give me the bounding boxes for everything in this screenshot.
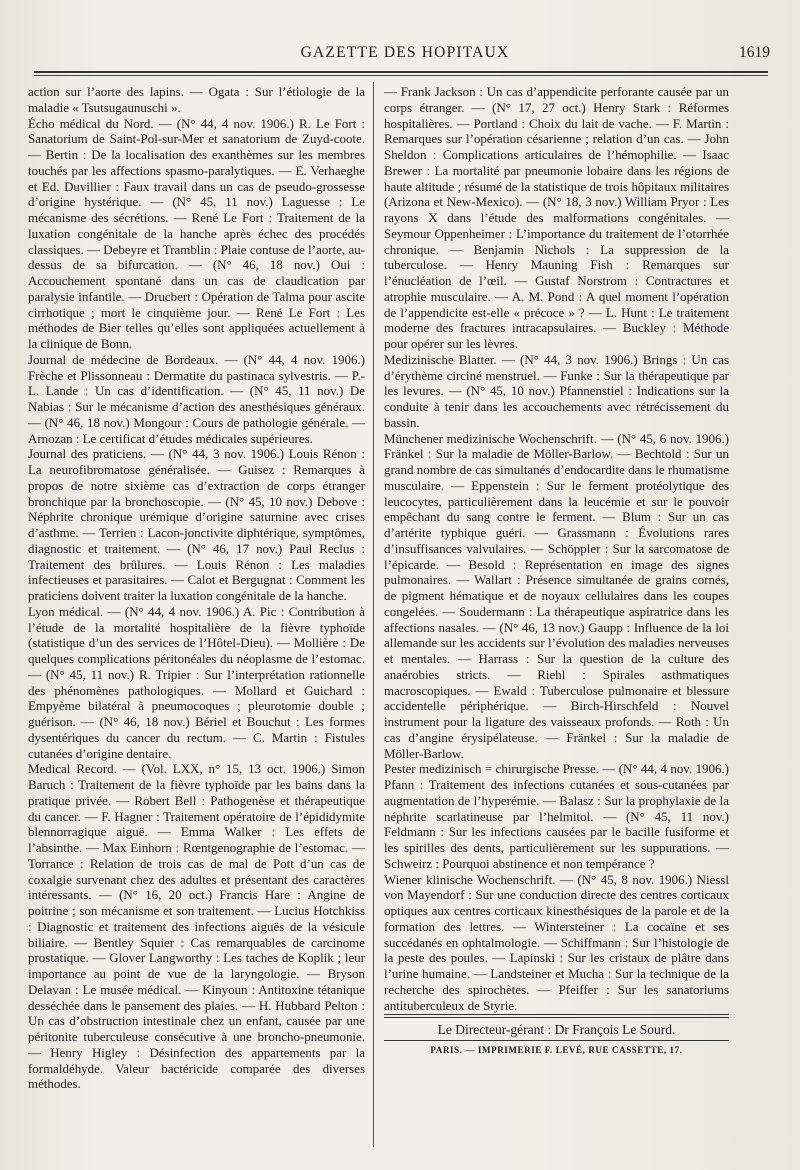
footer-rule — [384, 1017, 729, 1018]
header-rule-thick — [34, 71, 768, 73]
entry-text: Medizinische Blatter. — (N° 44, 3 nov. 1906.) Brings : Un cas d’érythème circiné menstruel. — Funke : Sur la thérapeutique par les levures. — (N° 45, 10 nov.) Pfannenstiel : Indications sur la conduite à tenir dans les accouchements avec rétrécissement du bassin. — [384, 351, 729, 430]
footer-rule — [384, 1014, 729, 1015]
entry-text: — Frank Jackson : Un cas d’appendicite perforante causée par un corps étranger. — (N° 17, 27 oct.) Henry Stark : Réformes hospitalières. — Portland : Choix du lait de vache. — F. Martin : Remarques sur l’opération césarienne ; relation d’un cas. — John Sheldon : Complications articulaires de l’hémophilie. — Isaac Brewer : La mortalité par pneumonie lobaire dans les régions de haute altitude ; résumé de la statistique de trois hôpitaux militaires (Arizona et New-Mexico). — (N° 18, 3 nov.) William Pryor : Les rayons X dans l’étude des malformations congénitales. — Seymour Oppenheimer : L’importance du traitement de l’otorrhée chronique. — Benjamin Nichols : La suppression de la tuberculose. — Henry Mauning Fish : Remarques sur l’énucléation de l’œil. — Gustaf Norstrom : Contractures et atrophie musculaire. — A. M. Pond : A quel moment l’opération de l’appendicite est-elle « précoce » ? — L. Hunt : Le traitement moderne des fractures intracapsulaires. — Buckley : Méthode pour opérer sur les lèvres. — [384, 84, 729, 351]
entry-text: Lyon médical. — (N° 44, 4 nov. 1906.) A. Pic : Contribution à l’étude de la mortalité hospitalière de la fièvre typhoïde (statistique d’un des services de l’Hôtel-Dieu). — Mollière : De quelques complications péritonéales du néoplasme de l’estomac. — (N° 45, 11 nov.) R. Tripier : Sur l’interprétation rationnelle des phénomènes pathologiques. — Mollard et Guichard : Empyème bilatéral à pneumocoques ; pleurotomie double ; guérison. — (N° 46, 18 nov.) Bériel et Bouchut : Les formes dysentériques du cancer du rectum. — C. Martin : Fistules cutanées d’origine dentaire. — [28, 603, 365, 761]
page-number: 1619 — [739, 44, 770, 61]
footer-rule — [384, 1040, 729, 1041]
entry-text: Wiener klinische Wochenschrift. — (N° 45, 8 nov. 1906.) Niessl von Mayendorf : Sur une conduction directe des centres corticaux optiques aux centres corticaux kinesthésiques de la parole et de la formation des lettres. — Wintersteiner : La cocaïne et ses succédanés en ophtalmologie. — Schiffmann : Sur l’histologie de la peste des poules. — Lapinski : Sur les cristaux de plâtre dans l’urine humaine. — Landsteiner et Mucha : Sur la technique de la recherche des spirochètes. — Pfeiffer : Sur les sanatoriums antituberculeux de Styrie. — [384, 871, 729, 1013]
entry-text: Pester medizinisch = chirurgische Presse. — (N° 44, 4 nov. 1906.) Pfann : Traitement des infections cutanées et sous-cutanées par augmentation de l’hyperémie. — Balasz : Sur la prophylaxie de la néphrite scarlatineuse par l’helmitol. — (N° 45, 11 nov.) Feldmann : Sur les infections causées par le bacille fusiforme et les spirilles des dents, particulièrement sur les suppurations. — Schweirz : Pourquoi abstinence et non tempérance ? — [384, 761, 729, 871]
entry-text: Münchener medizinische Wochenschrift. — (N° 45, 6 nov. 1906.) Fränkel : Sur la maladie de Möller-Barlow. — Bechtold : Sur un grand nombre de cas simultanés d’endocardite dans le rhumatisme musculaire. — Eppenstein : Sur le ferment protéolytique des leucocytes, particulièrement dans la leucémie et sur le pouvoir empêchant du sang contre le ferment. — Blum : Sur un cas d’artérite typhique guéri. — Grassmann : Évolutions rares d’insuffisances valvulaires. — Schöppler : Sur la sarcomatose de l’épicarde. — Besold : Représentation en image des signes pulmonaires. — Wallart : Présence simultanée de grains cornés, de pigment hématique et de noyaux cellulaires dans les coupes congelées. — Soudermann : La thérapeutique aspiratrice dans les affections nasales. — (N° 46, 13 nov.) Gaupp : Influence de la loi allemande sur les accidents sur l’évolution des maladies nerveuses et mentales. — Harrass : Sur la question de la culture des anaérobies stricts. — Riehl : Spirales asthmatiques macroscopiques. — Ewald : Tuberculose pulmonaire et blessure accidentelle périphérique. — Birch-Hirschfeld : Nouvel instrument pour la ligature des vaisseaux profonds. — Roth : Un cas d’angine érysipélateuse. — Fränkel : Sur la maladie de Möller-Barlow. — [384, 430, 729, 761]
entry-text: Journal des praticiens. — (N° 44, 3 nov. 1906.) Louis Rénon : La neurofibromatose généralisée. — Guisez : Remarques à propos de notre sixième cas d’extraction de corps étranger bronchique par la bronchoscopie. — (N° 45, 10 nov.) Debove : Néphrite chronique urémique d’origine saturnine avec crises d’asthme. — Terrien : Lacon-jonctivite diphtérique, symptômes, diagnostic et traitement. — (N° 46, 17 nov.) Paul Reclus : Traitement des brûlures. — Louis Rénon : Les maladies infectieuses et parasitaires. — Calot et Bergugnat : Comment les praticiens doivent traiter la luxation congénitale de la hanche. — [28, 446, 365, 603]
header-rule-thin — [34, 75, 768, 76]
journal-title: GAZETTE DES HOPITAUX — [300, 44, 510, 61]
right-column — [384, 84, 729, 1013]
left-column — [28, 84, 365, 1092]
entry-text: action sur l’aorte des lapins. — Ogata : Sur l’étiologie de la maladie « Tsutsugaunuschi ». — [28, 84, 365, 115]
director-signature: Le Directeur-gérant : Dr François Le Sourd. — [437, 1022, 676, 1037]
entry-text: Écho médical du Nord. — (N° 44, 4 nov. 1906.) R. Le Fort : Sanatorium de Saint-Pol-sur-Mer et sanatorium de Zuyd-coote. — Bertin : De la localisation des exanthèmes sur les membres touchés par les affections spasmo-paralytiques. — E. Verhaeghe et Ed. Duvillier : Faux travail dans un cas de pseudo-grossesse d’origine hystérique. — (N° 45, 11 nov.) Laguesse : Le mécanisme des sécrétions. — René Le Fort : Traitement de la luxation congénitale de la hanche après échec des procédés classiques. — Debeyre et Tramblin : Plaie contuse de l’aorte, au-dessus de sa bifurcation. — (N° 46, 18 nov.) Oui : Accouchement spontané dans un cas de claudication par paralysie infantile. — Drucbert : Opération de Talma pour ascite cirrhotique ; mort le cinquième jour. — René Le Fort : Les méthodes de Bier telles qu’elles sont appliquées actuellement à la clinique de Bonn. — [28, 115, 365, 351]
column-divider — [373, 82, 374, 1147]
entry-text: Journal de médecine de Bordeaux. — (N° 44, 4 nov. 1906.) Frèche et Plissonneau : Dermatite du pastinaca sylvestris. — P.-L. Lande : Un cas d’identification. — (N° 45, 11 nov.) De Nabias : Sur le mécanisme d’action des anesthésiques généraux. — (N° 46, 18 nov.) Mongour : Cours de pathologie générale. — Arnozan : Le certificat d’études médicales supérieures. — [28, 351, 365, 446]
printer-line: PARIS. — IMPRIMERIE F. LEVÉ, RUE CASSETTE, 17. — [430, 1045, 683, 1055]
entry-text: Medical Record. — (Vol. LXX, n° 15, 13 oct. 1906.) Simon Baruch : Traitement de la fièvre typhoïde par les bains dans la pratique privée. — Robert Bell : Pathogenèse et thérapeutique du cancer. — F. Hagner : Traitement opératoire de l’épididymite blennorragique aiguë. — Emma Walker : Les effets de l’absinthe. — Max Einhorn : Rœntgenographie de l’estomac. — Torrance : Relation de trois cas de mal de Pott d’un cas de coxalgie survenant chez des adultes et présentant des caractères intéressants. — (N° 16, 20 oct.) Francis Hare : Angine de poitrine ; son mécanisme et son traitement. — Lucius Hotchkiss : Diagnostic et traitement des infections aiguës de la vésicule biliaire. — Bentley Squier : Cas remarquables de carcinome prostatique. — Glover Langworthy : Les taches de Koplik ; leur importance au point de vue de la laryngologie. — Bryson Delavan : Le musée médical. — Kinyoun : Antitoxine tétanique desséchée dans le pansement des plaies. — H. Hubbard Pelton : Un cas d’obstruction intestinale chez un enfant, causée par une péritonite tuberculeuse consécutive à une broncho-pneumonie. — Henry Higley : Désinfection des appartements par la formaldéhyde. Valeur bactéricide comparée des diverses méthodes. — [28, 761, 365, 1092]
page-header — [40, 44, 770, 68]
